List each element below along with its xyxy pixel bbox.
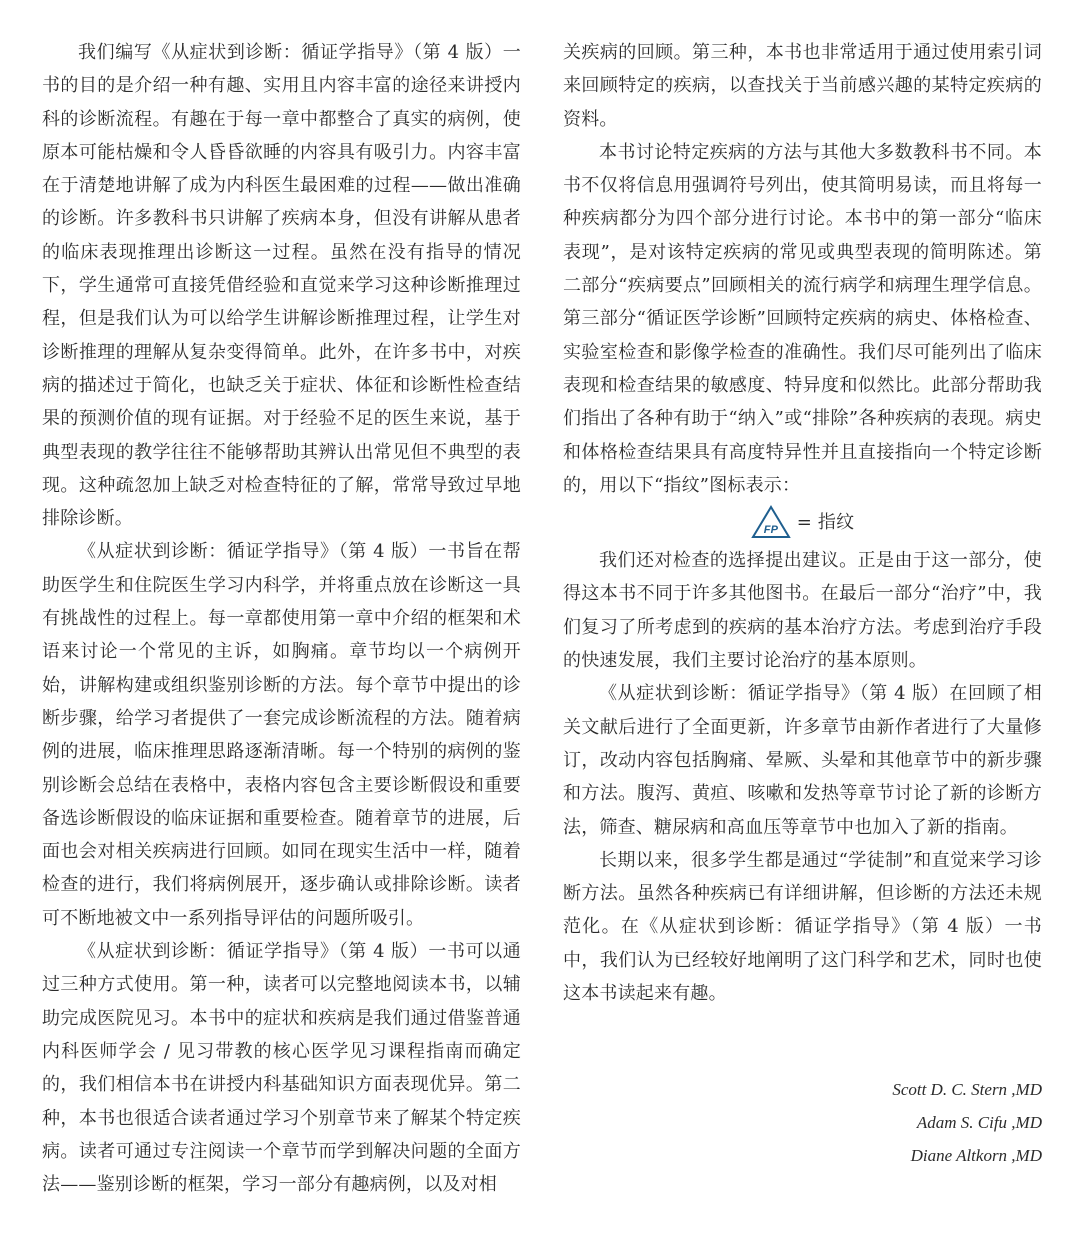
paragraph-continuation: 关疾病的回顾。第三种，本书也非常适用于通过使用索引词来回顾特定的疾病，以查找关于当前感兴趣的某特定疾病的资料。 xyxy=(563,42,1042,130)
author-name: Scott D. C. Stern ,MD xyxy=(892,1080,1042,1099)
paragraph: 本书讨论特定疾病的方法与其他大多数教科书不同。本书不仅将信息用强调符号列出，使其简明易读，而且将每一种疾病都分为四个部分进行讨论。本书中的第一部分“临床表现”，是对该特定疾病的常见或典型表现的简明陈述。第二部分“疾病要点”回顾相关的流行病学和病理生理学信息。第三部分“循证医学诊断”回顾特定疾病的病史、体格检查、实验室检查和影像学检查的准确性。我们尽可能列出了临床表现和检查结果的敏感度、特异度和似然比。此部分帮助我们指出了各种有助于“纳入”或“排除”各种疾病的表现。病史和体格检查结果具有高度特异性并且直接指向一个特定诊断的，用以下“指纹”图标表示： xyxy=(563,141,1042,496)
paragraph: 《从症状到诊断：循证学指导》（第 4 版）在回顾了相关文献后进行了全面更新，许多章节由新作者进行了大量修订，改动内容包括胸痛、晕厥、头晕和其他章节中的新步骤和方法。腹泻、黄疸、咳嗽和发热等章节讨论了新的诊断方法，筛查、糖尿病和高血压等章节中也加入了新的指南。 xyxy=(563,683,1042,838)
paragraph: 长期以来，很多学生都是通过“学徒制”和直觉来学习诊断方法。虽然各种疾病已有详细讲解，但诊断的方法还未规范化。在《从症状到诊断：循证学指导》（第 4 版）一书中，我们认为已经较好地阐明了这门科学和艺术，同时也使这本书读起来有趣。 xyxy=(563,849,1042,1005)
paragraph: 我们编写《从症状到诊断：循证学指导》（第 4 版）一书的目的是介绍一种有趣、实用且内容丰富的途径来讲授内科的诊断流程。有趣在于每一章中都整合了真实的病例，使原本可能枯燥和令人昏昏欲睡的内容具有吸引力。内容丰富在于清楚地讲解了成为内科医生最困难的过程——做出准确的诊断。许多教科书只讲解了疾病本身，但没有讲解从患者的临床表现推理出诊断这一过程。虽然在没有指导的情况下，学生通常可直接凭借经验和直觉来学习这种诊断推理过程，但是我们认为可以给学生讲解诊断推理过程，让学生对诊断推理的理解从复杂变得简单。此外，在许多书中，对疾病的描述过于简化，也缺乏关于症状、体征和诊断性检查结果的预测价值的现有证据。对于经验不足的医生来说，基于典型表现的教学往往不能够帮助其辨认出常见但不典型的表现。这种疏忽加上缺乏对检查特征的了解，常常导致过早地排除诊断。 xyxy=(42,42,521,530)
author-name: Adam S. Cifu ,MD xyxy=(916,1113,1042,1132)
author-name: Diane Altkorn ,MD xyxy=(910,1146,1042,1165)
fingerprint-triangle-icon xyxy=(751,505,791,539)
paragraph: 我们还对检查的选择提出建议。正是由于这一部分，使得这本书不同于许多其他图书。在最后一部分“治疗”中，我们复习了所考虑到的疾病的基本治疗方法。考虑到治疗手段的快速发展，我们主要讨论治疗的基本原则。 xyxy=(563,550,1042,672)
paragraph: 《从症状到诊断：循证学指导》（第 4 版）一书旨在帮助医学生和住院医生学习内科学，并将重点放在诊断这一具有挑战性的过程上。每一章都使用第一章中介绍的框架和术语来讨论一个常见的主诉，如胸痛。章节均以一个病例开始，讲解构建或组织鉴别诊断的方法。每个章节中提出的诊断步骤，给学习者提供了一套完成诊断流程的方法。随着病例的进展，临床推理思路逐渐清晰。每一个特别的病例的鉴别诊断会总结在表格中，表格内容包含主要诊断假设和重要备选诊断假设的临床证据和重要检查。随着章节的进展，后面也会对相关疾病进行回顾。如同在现实生活中一样，随着检查的进行，我们将病例展开，逐步确认或排除诊断。读者可不断地被文中一系列指导评估的问题所吸引。 xyxy=(42,541,521,929)
paragraph: 《从症状到诊断：循证学指导》（第 4 版）一书可以通过三种方式使用。第一种，读者可以完整地阅读本书，以辅助完成医院见习。本书中的症状和疾病是我们通过借鉴普通内科医师学会 / 见习带教的核心医学见习课程指南而确定的，我们相信本书在讲授内科基础知识方面表现优异。第二种，本书也很适合读者通过学习个别章节来了解某个特定疾病。读者可通过专注阅读一个章节而学到解决问题的全面方法——鉴别诊断的框架，学习一部分有趣病例，以及对相 xyxy=(42,941,521,1196)
author-signatures xyxy=(760,1073,1042,1172)
fingerprint-legend xyxy=(563,502,1042,542)
left-column xyxy=(42,36,521,1201)
fingerprint-legend-label: = 指纹 xyxy=(796,511,855,533)
right-column xyxy=(563,36,1042,1010)
fingerprint-icon-text: FP xyxy=(763,524,778,537)
